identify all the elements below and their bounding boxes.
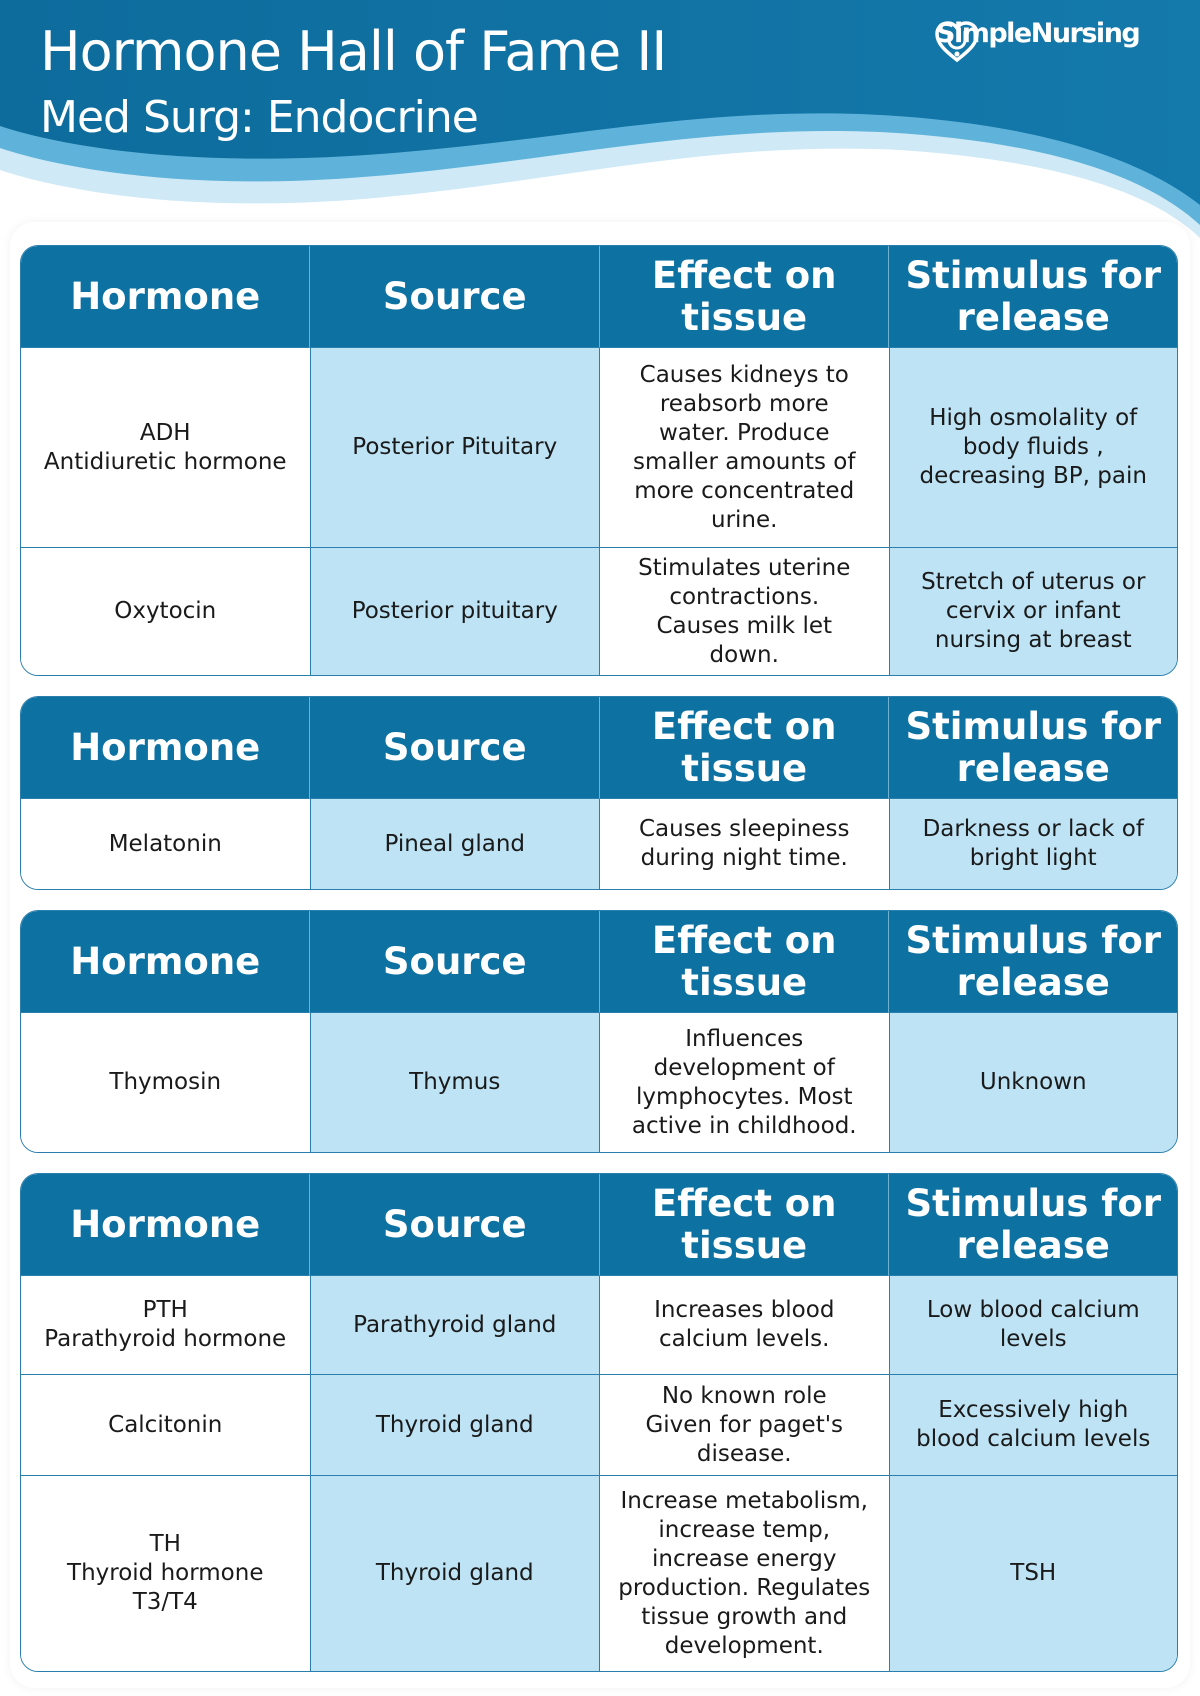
cell-text-line: Stretch of uterus or bbox=[921, 569, 1146, 595]
table-row bbox=[21, 548, 1177, 675]
column-header-stimulus: Stimulus for release bbox=[889, 1174, 1177, 1276]
hormone-name-cell bbox=[21, 1375, 311, 1476]
cell-text-line: development of bbox=[653, 1054, 835, 1081]
cell-text-line: PTH bbox=[142, 1297, 188, 1323]
cell-text-line: development. bbox=[664, 1632, 824, 1659]
cell-text: Thyroid gland bbox=[375, 1560, 534, 1586]
table-header-row bbox=[21, 246, 1177, 348]
header-banner bbox=[0, 0, 1200, 240]
stimulus-cell bbox=[890, 1476, 1178, 1671]
effect-cell bbox=[600, 1013, 890, 1152]
column-header-hormone: Hormone bbox=[21, 697, 310, 799]
cell-text: Thymus bbox=[409, 1069, 501, 1095]
cell-text-line: cervix or infant bbox=[945, 598, 1121, 624]
cell-text-line: during night time. bbox=[640, 845, 848, 871]
cell-text-line: increase temp, bbox=[658, 1516, 831, 1543]
cell-text-line: active in childhood. bbox=[631, 1112, 857, 1139]
cell-text-line: lymphocytes. Most bbox=[635, 1083, 853, 1110]
column-header-source: Source bbox=[310, 697, 599, 799]
cell-text-line: TSH bbox=[1010, 1560, 1057, 1586]
cell-text: Pineal gland bbox=[384, 830, 526, 857]
stimulus-cell bbox=[890, 548, 1178, 675]
effect-cell bbox=[600, 348, 890, 548]
column-header-effect: Effect on tissue bbox=[600, 911, 890, 1013]
table-header-row bbox=[21, 911, 1177, 1013]
hormone-table bbox=[20, 910, 1178, 1153]
cell-text: Posterior Pituitary bbox=[352, 434, 558, 460]
hormone-name-cell bbox=[21, 1276, 311, 1375]
cell-text: Posterior pituitary bbox=[351, 598, 558, 624]
table-row bbox=[21, 1276, 1177, 1375]
table-row bbox=[21, 1476, 1177, 1671]
cell-text-line: urine. bbox=[711, 506, 778, 533]
source-cell bbox=[311, 799, 601, 889]
table-row bbox=[21, 348, 1177, 548]
cell-text-line: Darkness or lack of bbox=[922, 816, 1144, 842]
table-row bbox=[21, 1013, 1177, 1152]
cell-text-line: more concentrated bbox=[634, 477, 855, 504]
column-header-stimulus: Stimulus for release bbox=[889, 697, 1177, 799]
cell-text: Thyroid gland bbox=[375, 1411, 534, 1438]
cell-text-line: Oxytocin bbox=[114, 598, 217, 624]
table-header-row bbox=[21, 1174, 1177, 1276]
cell-text-line: smaller amounts of bbox=[633, 448, 856, 475]
source-cell bbox=[311, 1013, 601, 1152]
column-header-effect: Effect on tissue bbox=[600, 697, 890, 799]
cell-text-line: Influences bbox=[685, 1025, 804, 1052]
source-cell bbox=[311, 548, 601, 675]
hormone-table bbox=[20, 696, 1178, 890]
cell-text-line: Causes sleepiness bbox=[638, 816, 850, 842]
cell-text-line: Causes kidneys to bbox=[639, 361, 849, 388]
cell-text-line: Stimulates uterine bbox=[638, 554, 851, 581]
cell-text-line: bright light bbox=[969, 845, 1097, 871]
cell-text-line: Given for paget's bbox=[645, 1411, 844, 1438]
source-cell bbox=[311, 1375, 601, 1476]
brand-logo bbox=[932, 18, 1139, 49]
column-header-source: Source bbox=[310, 911, 599, 1013]
cell-text-line: decreasing BP, pain bbox=[919, 463, 1147, 489]
column-header-effect: Effect on tissue bbox=[600, 1174, 890, 1276]
column-header-source: Source bbox=[310, 246, 599, 348]
effect-cell bbox=[600, 799, 890, 889]
brand-name: SimpleNursing bbox=[936, 18, 1140, 49]
cell-text-line: nursing at breast bbox=[934, 627, 1132, 653]
cell-text-line: blood calcium levels bbox=[916, 1426, 1151, 1452]
table-header-row bbox=[21, 697, 1177, 799]
effect-cell bbox=[600, 1276, 890, 1375]
cell-text-line: TH bbox=[149, 1531, 181, 1557]
cell-text: Parathyroid gland bbox=[353, 1311, 557, 1338]
hormone-name-cell bbox=[21, 548, 311, 675]
cell-text-line: Thyroid hormone bbox=[67, 1560, 264, 1586]
cell-text-line: increase energy bbox=[652, 1545, 837, 1572]
column-header-hormone: Hormone bbox=[21, 246, 310, 348]
table-row bbox=[21, 1375, 1177, 1476]
cell-text-line: Thymosin bbox=[109, 1069, 222, 1095]
cell-text-line: ADH bbox=[139, 419, 191, 446]
cell-text-line: T3/T4 bbox=[132, 1589, 198, 1615]
cell-text-line: Increase metabolism, bbox=[620, 1487, 868, 1514]
hormone-name-cell bbox=[21, 1013, 311, 1152]
column-header-hormone: Hormone bbox=[21, 911, 310, 1013]
stethoscope-heart-icon bbox=[932, 18, 982, 68]
cell-text-line: No known role bbox=[661, 1382, 827, 1409]
source-cell bbox=[311, 1476, 601, 1671]
cell-text-line: water. Produce bbox=[658, 419, 830, 446]
cell-text-line: Calcitonin bbox=[108, 1411, 223, 1438]
stimulus-cell bbox=[890, 1375, 1178, 1476]
cell-text-line: disease. bbox=[696, 1440, 792, 1467]
cell-text-line: calcium levels. bbox=[659, 1326, 830, 1352]
column-header-stimulus: Stimulus for release bbox=[889, 911, 1177, 1013]
stimulus-cell bbox=[890, 1013, 1178, 1152]
column-header-hormone: Hormone bbox=[21, 1174, 310, 1276]
effect-cell bbox=[600, 1476, 890, 1671]
cell-text-line: body fluids , bbox=[962, 434, 1104, 460]
column-header-effect: Effect on tissue bbox=[600, 246, 890, 348]
cell-text-line: contractions. bbox=[669, 583, 820, 610]
source-cell bbox=[311, 1276, 601, 1375]
table-row bbox=[21, 799, 1177, 889]
cell-text-line: High osmolality of bbox=[929, 405, 1138, 431]
column-header-source: Source bbox=[310, 1174, 599, 1276]
cell-text-line: levels bbox=[999, 1326, 1067, 1352]
page-subtitle: Med Surg: Endocrine bbox=[40, 92, 478, 143]
hormone-name-cell bbox=[21, 1476, 311, 1671]
cell-text-line: Parathyroid hormone bbox=[44, 1326, 287, 1352]
cell-text-line: Unknown bbox=[979, 1069, 1087, 1095]
source-cell bbox=[311, 348, 601, 548]
hormone-name-cell bbox=[21, 348, 311, 548]
cell-text-line: tissue growth and bbox=[641, 1603, 848, 1630]
cell-text-line: Increases blood bbox=[654, 1297, 835, 1323]
effect-cell bbox=[600, 1375, 890, 1476]
hormone-table bbox=[20, 1173, 1178, 1672]
cell-text-line: down. bbox=[709, 641, 779, 668]
stimulus-cell bbox=[890, 799, 1178, 889]
hormone-table bbox=[20, 245, 1178, 676]
cell-text-line: Melatonin bbox=[108, 830, 222, 857]
page-title: Hormone Hall of Fame II bbox=[40, 20, 667, 83]
cell-text-line: production. Regulates bbox=[618, 1574, 871, 1601]
cell-text-line: Antidiuretic hormone bbox=[43, 448, 287, 475]
cell-text-line: Low blood calcium bbox=[926, 1297, 1140, 1323]
hormone-name-cell bbox=[21, 799, 311, 889]
cell-text-line: Causes milk let bbox=[656, 612, 833, 639]
stimulus-cell bbox=[890, 1276, 1178, 1375]
stimulus-cell bbox=[890, 348, 1178, 548]
column-header-stimulus: Stimulus for release bbox=[889, 246, 1177, 348]
cell-text-line: Excessively high bbox=[938, 1397, 1129, 1423]
effect-cell bbox=[600, 548, 890, 675]
cell-text-line: reabsorb more bbox=[659, 390, 829, 417]
